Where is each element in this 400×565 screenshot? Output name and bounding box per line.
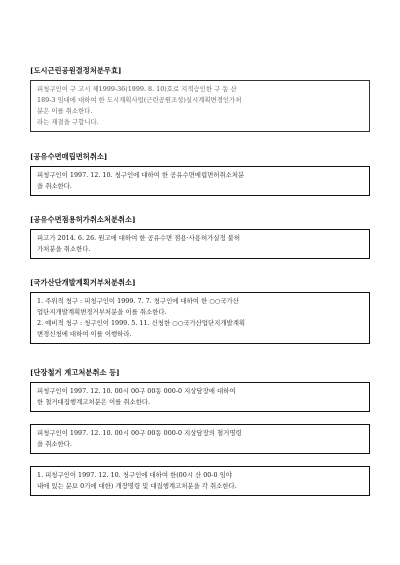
text-line: 한 철거대집행계고처분은 이를 취소한다.: [37, 398, 151, 406]
text-line: 1. 피청구인이 1997. 12. 10. 청구인에 대하여 한(00시 산 00-0 임야: [37, 471, 232, 479]
section-heading: [국가산단개발계획거부처분취소]: [30, 278, 136, 287]
section-heading: [공유수면점용허가취소처분취소]: [30, 215, 136, 224]
section-heading: [공유수면매립면허취소]: [30, 152, 108, 161]
section-park: [30, 66, 370, 132]
text-line: 피청구인이 1997. 12. 10. 00시 00구 00동 000-0 지상담장에 대하여: [37, 387, 236, 395]
text-line: 업단지개발계획변경거부처분을 이를 취소한다.: [37, 308, 167, 316]
text-line: 189-3 임대에 대하여 한 도시계획사업(근린공원조성)실시계획변경인가처: [37, 96, 242, 104]
section-reclamation: [30, 152, 370, 196]
text-line: 피청구인이 1997. 12. 10. 청구인에 대하여 한 공유수면매립면허취소처분: [37, 171, 245, 179]
text-line: 내에 있는 분묘 0기에 대한) 개장명령 및 대집행계고처분을 각 취소한다.: [37, 482, 237, 490]
text-line: 피고가 2014. 6. 26. 원고에 대하여 한 공유수면 점용·사용허가실정 불허: [37, 234, 241, 242]
text-line: 을 취소한다.: [37, 440, 72, 448]
text-line: 변경신청에 대하여 이를 이행하라.: [37, 330, 132, 338]
text-line: 1. 주위적 청구 : 피청구인이 1999. 7. 7. 청구인에 대하여 한 ○○국가산: [37, 297, 239, 305]
section-heading: [단장철거 계고처분취소 등]: [30, 368, 120, 377]
section-heading: [도시근린공원결정처분무효]: [30, 66, 122, 75]
text-line: 라는 재결을 구합니다.: [37, 118, 99, 126]
text-line: 피청구인이 구 고시 제1999-36(1999. 8. 10)호로 지적승인한 구 동 산: [37, 85, 237, 93]
content-box: [30, 80, 370, 132]
content-box: [30, 229, 370, 259]
text-line: 2. 예비적 청구 : 청구인이 1999. 5. 11. 신청한 ○○국가산업단지개발계획: [37, 319, 246, 327]
text-line: 가처분을 취소한다.: [37, 245, 91, 253]
content-box: [30, 382, 370, 412]
text-line: 피청구인이 1997. 12. 10. 00시 00구 00동 000-0 지상담장의 철거명령: [37, 429, 242, 437]
section-industrial: [30, 278, 370, 344]
section-wall-demolition: [30, 368, 370, 496]
content-box: [30, 424, 370, 454]
content-box: [30, 292, 370, 344]
text-line: 분은 이를 취소한다.: [37, 107, 93, 115]
content-box: [30, 166, 370, 196]
text-line: 을 취소한다.: [37, 182, 72, 190]
section-occupancy: [30, 215, 370, 259]
content-box: [30, 466, 370, 496]
